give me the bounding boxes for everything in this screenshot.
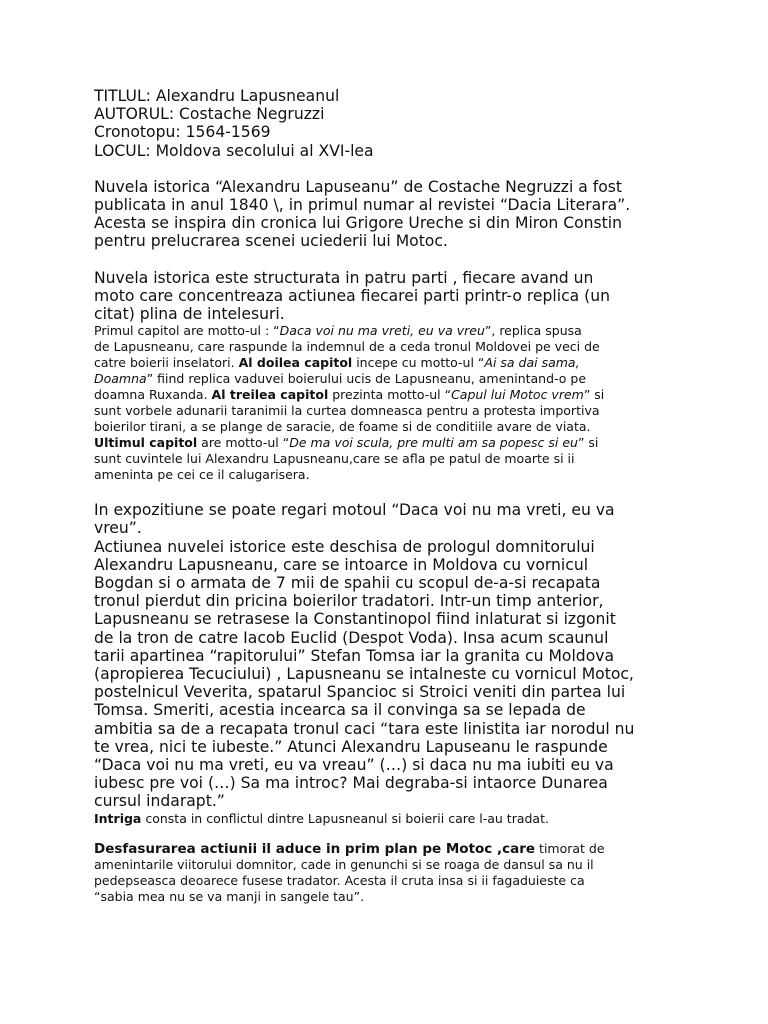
structure-paragraph bbox=[94, 269, 694, 324]
text-line: cursul indarapt.” bbox=[94, 792, 225, 811]
text-line: ambitia sa de a recapata tronul caci “tara este linistita iar norodul nu bbox=[94, 719, 635, 738]
text-line: moto care concentreaza actiunea fiecarei parti printr-o replica (un bbox=[94, 286, 611, 305]
text-line: citat) plina de intelesuri. bbox=[94, 305, 285, 324]
text-line: Primul capitol are motto-ul : “Daca voi nu ma vreti, eu va vreu”, replica spusa bbox=[94, 323, 582, 339]
text-line: te vrea, nici te iubeste.” Atunci Alexandru Lapuseanu le raspunde bbox=[94, 737, 608, 756]
title-line: TITLUL: Alexandru Lapusneanul bbox=[94, 87, 340, 105]
text-line: Actiunea nuvelei istorice este deschisa de prologul domnitorului bbox=[94, 537, 595, 556]
text-line: tronul pierdut din pricina boierilor tradatori. Intr-un timp anterior, bbox=[94, 592, 604, 611]
intro-paragraph bbox=[94, 178, 694, 251]
development-paragraph bbox=[94, 841, 694, 905]
text-line: doamna Ruxanda. Al treilea capitol prezinta motto-ul “Capul lui Motoc vrem” si bbox=[94, 387, 605, 403]
place-line: LOCUL: Moldova secolului al XVI-lea bbox=[94, 141, 374, 160]
header-block bbox=[94, 87, 694, 160]
text-line: Alexandru Lapusneanu, care se intoarce in Moldova cu vornicul bbox=[94, 555, 589, 574]
document-page bbox=[94, 87, 694, 905]
text-line: iubesc pre voi (…) Sa ma introc? Mai degraba-si intaorce Dunarea bbox=[94, 774, 608, 793]
text-line: “sabia mea nu se va manji in sangele tau”. bbox=[94, 888, 365, 904]
text-line: “Daca voi nu ma vreti, eu va vreau” (…) si daca nu ma iubiti eu va bbox=[94, 756, 614, 775]
text-line: Tomsa. Smeriti, acestia incearca sa il convinga sa se lepada de bbox=[94, 701, 586, 720]
text-line: sunt cuvintele lui Alexandru Lapusneanu,care se afla pe patul de moarte si ii bbox=[94, 451, 575, 467]
text-line: Nuvela istorica “Alexandru Lapuseanu” de Costache Negruzzi a fost bbox=[94, 177, 623, 196]
text-line: ameninta pe cei ce il calugarisera. bbox=[94, 467, 310, 483]
author-line: AUTORUL: Costache Negruzzi bbox=[94, 105, 325, 124]
exposition-paragraph bbox=[94, 501, 694, 810]
chapters-paragraph bbox=[94, 323, 694, 483]
text-line: vreu”. bbox=[94, 519, 142, 538]
text-line: In expozitiune se poate regari motoul “Daca voi nu ma vreti, eu va bbox=[94, 501, 615, 520]
text-line: Nuvela istorica este structurata in patru parti , fiecare avand un bbox=[94, 268, 594, 287]
intrigue-paragraph bbox=[94, 811, 694, 827]
text-line: (apropierea Tecuciului) , Lapusneanu se intalneste cu vornicul Motoc, bbox=[94, 665, 634, 684]
text-line: tarii apartinea “rapitorului” Stefan Tomsa iar la granita cu Moldova bbox=[94, 646, 615, 665]
text-line: de la tron de catre Iacob Euclid (Despot Voda). Insa acum scaunul bbox=[94, 628, 609, 647]
text-line: sunt vorbele adunarii taranimii la curtea domneasca pentru a protesta importiva bbox=[94, 403, 600, 419]
text-line: pedepseasca deoarece fusese tradator. Acesta il cruta insa si ii fagaduieste ca bbox=[94, 872, 585, 888]
text-line: boierilor tirani, a se plange de saracie, de foame si de conditiile avare de viata. bbox=[94, 419, 591, 435]
text-line: Doamna” fiind replica vaduvei boierului ucis de Lapusneanu, amenintand-o pe bbox=[94, 371, 587, 387]
text-line: Lapusneanu se retrasese la Constantinopol fiind inlaturat si izgonit bbox=[94, 610, 616, 629]
text-line: postelnicul Veverita, spatarul Spancioc si Stroici veniti din partea lui bbox=[94, 683, 626, 702]
text-line: amenintarile viitorului domnitor, cade in genunchi si se roaga de dansul sa nu il bbox=[94, 856, 594, 872]
text-line: Intriga consta in conflictul dintre Lapusneanul si boierii care l-au tradat. bbox=[94, 810, 549, 826]
chronotope-line: Cronotopu: 1564-1569 bbox=[94, 123, 271, 142]
text-line: catre boierii inselatori. Al doilea capitol incepe cu motto-ul “Ai sa dai sama, bbox=[94, 355, 580, 371]
text-line: pentru prelucrarea scenei uciederii lui Motoc. bbox=[94, 232, 448, 251]
text-line: Bogdan si o armata de 7 mii de spahii cu scopul de-a-si recapata bbox=[94, 574, 601, 593]
text-line: publicata in anul 1840 \, in primul numar al revistei “Dacia Literara”. bbox=[94, 196, 631, 215]
text-line: de Lapusneanu, care raspunde la indemnul de a ceda tronul Moldovei pe veci de bbox=[94, 339, 600, 355]
text-line: Acesta se inspira din cronica lui Grigore Ureche si din Miron Constin bbox=[94, 214, 622, 233]
text-line: Ultimul capitol are motto-ul “De ma voi scula, pre multi am sa popesc si eu” si bbox=[94, 435, 599, 451]
text-line: Desfasurarea actiunii il aduce in prim plan pe Motoc ,care timorat de bbox=[94, 840, 605, 857]
